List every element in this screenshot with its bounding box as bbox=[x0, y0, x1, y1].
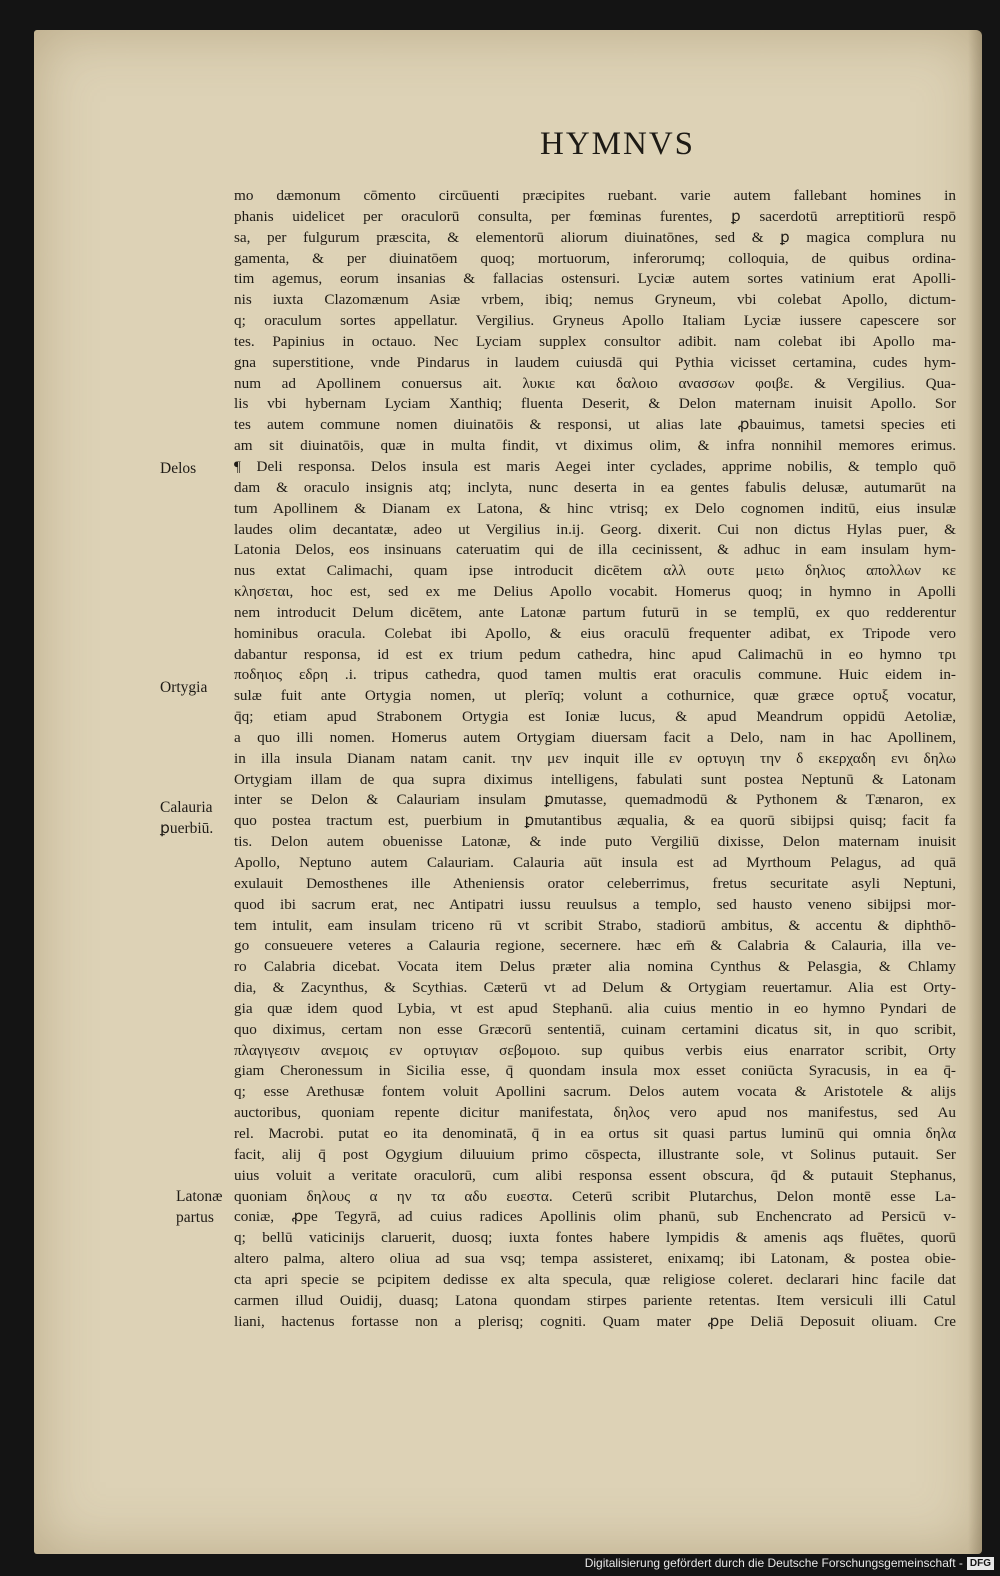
text-line: uius voluit a veritate oraculorū, cum alibi responsa essent obscura, q̄d & putauit Stephanus, bbox=[234, 1166, 956, 1184]
text-line: quod ibi sacrum erat, nec Antipatri iussu reuulsus a templo, sed hausto veneno sibijpsi mor- bbox=[234, 895, 956, 913]
page-edge-shadow bbox=[968, 30, 982, 1554]
text-line: κλησεται, hoc est, sed ex me Delius Apollo vocabit. Homerus quoq; in hymno in Apolli bbox=[234, 583, 956, 601]
text-line: giam Cheronessum in Sicilia esse, q̄ quondam insula mox esset coniūcta Syracusis, in ea q̄- bbox=[234, 1062, 956, 1080]
text-line: dam & oraculo insignis atq; inclyta, nunc deserta in ea gentes fabulis delusæ, autumarūt na bbox=[234, 478, 956, 496]
margin-note-line: Calauria bbox=[160, 799, 213, 816]
text-line: nem introducit Delum dicētem, ante Latonæ partum futurū in se templū, ex quo redderentur bbox=[234, 603, 956, 621]
text-line: auctoribus, quoniam repente dicitur manifestata, δηλος vero apud nos manifestus, sed Au bbox=[234, 1104, 956, 1122]
text-line: lis vbi hybernam Lyciam Xanthiq; fluenta Deserit, & Delon maternam inuisit Apollo. Sor bbox=[234, 395, 956, 413]
footer-credit: Digitalisierung gefördert durch die Deutsche Forschungsgemeinschaft - bbox=[584, 1556, 963, 1570]
margin-note-delos bbox=[160, 458, 235, 479]
text-line: q̄q; etiam apud Strabonem Ortygia est Ioniæ lucus, & apud Meandrum oppidū Aetoliæ, bbox=[234, 708, 956, 726]
running-head: HYMNVS bbox=[540, 126, 696, 162]
text-line: altero palma, altero oliua ad sua vsq; tempa assisteret, enixamq; ibi Latonam, & postea obie- bbox=[234, 1250, 956, 1268]
text-line: am sit diuinatōis, quæ in multa findit, vt diximus olim, & infra nonnihil memores erimus. bbox=[234, 437, 956, 455]
text-line: facit, alij q̄ post Ogygium diluuium primo cōspecta, illustrante sole, vt Solinus putauit. Ser bbox=[234, 1145, 956, 1163]
text-line: gna superstitione, vnde Pindarus in laudem cuiusdā qui Pythia vicisset certamina, cudes hym- bbox=[234, 353, 956, 371]
margin-note-line: Delos bbox=[160, 460, 197, 477]
text-line: q; bellū vaticinijs claruerit, duosq; iuxta fontes habere lympidis & amenis aqs fluētes, quorū bbox=[234, 1229, 956, 1247]
text-line: ποδηιος εδρη .i. tripus cathedra, quod tamen multis erat oraculis commune. Huic eidem in- bbox=[234, 666, 956, 684]
text-line: sa, per fulgurum præscita, & elementorū aliorum diuinatōnes, sed & ꝑ magica complura nu bbox=[234, 228, 956, 246]
margin-note-calauria bbox=[160, 797, 235, 839]
dfg-logo: DFG bbox=[967, 1557, 994, 1570]
text-line: dia, & Zacynthus, & Scythias. Cæterū vt ad Delum & Ortygiam reuertamur. Alia est Orty- bbox=[234, 979, 956, 997]
text-line: carmen illud Ouidij, duasq; Latona quondam stirpes pariente retentas. Item versiculi illi Catul bbox=[234, 1291, 956, 1309]
text-line: Apollo, Neptuno autem Calauriam. Calauria aūt insula est ad Myrthoum Pelagus, ad quā bbox=[234, 854, 956, 871]
text-line: πλαγιγεσιν ανεμοις εν ορτυγιαν σεβομοιο. sup quibus verbis eius enarrator scribit, Orty bbox=[234, 1041, 956, 1059]
text-line: a quo illi nomen. Homerus autem Ortygiam diuersam facit a Delo, nam in hac Apollinem, bbox=[234, 728, 956, 746]
text-line: quoniam δηλους α ην τα αδυ ευεστα. Ceterū scribit Plutarchus, Delon montē esse La- bbox=[234, 1187, 956, 1205]
text-line: phanis uidelicet per oraculorū consulta, per fœminas furentes, ꝑ sacerdotū arreptitiorū respō bbox=[234, 207, 956, 225]
text-line: gia quæ idem quod Lybia, vt est apud Stephanū. alia cuius mentio in eo hymno Pyndari de bbox=[234, 999, 956, 1017]
text-line: dabantur responsa, id est ex trium pedum cathedra, hinc apud Calimachū in eo hymno τρι bbox=[234, 645, 956, 663]
text-line: Ortygiam illam de qua supra diximus intelligens, fabulati sunt postea Neptunū & Latonam bbox=[234, 770, 956, 788]
margin-note-latonae-partus bbox=[176, 1186, 251, 1228]
text-line: in illa insula Dianam natam canit. την μεν inquit ille εν ορτυγιη την δ εκερχαδη ενι δηλω bbox=[234, 749, 956, 767]
text-line: rel. Macrobi. putat eo ita denominatā, q̄ in ea ortus sit quasi partus luminū qui omnia δηλα bbox=[234, 1124, 956, 1142]
main-text-block bbox=[234, 186, 956, 1332]
text-line: tem intulit, eam insulam triceno rū vt scribit Strabo, stadiorū ambitus, & accentu & diphthō- bbox=[234, 916, 956, 934]
text-line: go consueuere veteres a Calauria regione, secernere. hæc em̄ & Calabria & Calauria, illa ve- bbox=[234, 937, 956, 955]
digitization-footer bbox=[585, 1554, 994, 1572]
margin-note-line: ꝑuerbiū. bbox=[160, 820, 214, 837]
text-line: hominibus oracula. Colebat ibi Apollo, & eius oraculū frequenter adibat, ex Tripode vero bbox=[234, 624, 956, 642]
text-line: q; oraculum sortes appellatur. Vergilius. Gryneus Apollo Italiam Lyciæ iussere capescere sor bbox=[234, 312, 956, 330]
margin-note-line: Ortygia bbox=[160, 679, 208, 696]
text-line: mo dæmonum cōmento circūuenti præcipites ruebant. varie autem fallebant homines in bbox=[234, 187, 956, 204]
text-line: tum Apollinem & Dianam ex Latona, & hinc vtrisq; ex Delo cognomen inditū, eius insulæ bbox=[234, 499, 956, 517]
text-line: tes autem commune nomen diuinatōis & responsi, ut alias late ꝓbauimus, tametsi species eti bbox=[234, 416, 956, 434]
text-line: tim agemus, eorum insanias & fallacias ostensuri. Lyciæ autem sortes vatinium erat Apolli- bbox=[234, 270, 956, 288]
text-line: nis iuxta Clazomænum Asiæ vrbem, ibiq; nemus Gryneum, vbi colebat Apollo, dictum- bbox=[234, 291, 956, 309]
text-line: num ad Apollinem conuersus ait. λυκιε και δαλοιο ανασσων φοιβε. & Vergilius. Qua- bbox=[234, 374, 956, 392]
text-line: cta apri specie se pcipitem dedisse ex alta specula, quæ religiose coleret. declarari hinc facile dat bbox=[234, 1270, 956, 1288]
text-line: Latonia Delos, eos insinuans cateruatim qui de illa cecinissent, & adhuc in eam insulam hym- bbox=[234, 541, 956, 559]
text-line: coniæ, ꝓpe Tegyrā, ad cuius radices Apollinis olim phanū, sub Enchencrato ad Persicū v- bbox=[234, 1208, 956, 1226]
text-line: ro Calabria dicebat. Vocata item Delus præter alia nomina Cynthus & Pelasgia, & Chlamy bbox=[234, 958, 956, 976]
text-line: exulauit Demosthenes ille Atheniensis orator celeberrimus, fretus securitate asyli Neptuni, bbox=[234, 874, 956, 892]
text-line: tis. Delon autem obuenisse Latonæ, & inde puto Vergiliū dixisse, Delon maternam inuisit bbox=[234, 833, 956, 851]
text-line: inter se Delon & Calauriam insulam ꝑmutasse, quemadmodū & Pythonem & Tænaron, ex bbox=[234, 791, 956, 809]
text-line: q; esse Arethusæ fontem voluit Apollini sacrum. Delos autem vocata & Aristotele & alijs bbox=[234, 1083, 956, 1101]
text-line: quo diximus, certam non esse Græcorū sententiā, cuinam certamini dicatus sit, in quo scribit, bbox=[234, 1020, 956, 1038]
margin-note-line: partus bbox=[176, 1209, 214, 1226]
text-line: ¶ Deli responsa. Delos insula est maris Aegei inter cyclades, apprime nobilis, & templo quō bbox=[234, 457, 956, 475]
text-line: tes. Papinius in octauo. Nec Lyciam supplex consultor adibit. nam colebat ibi Apollo ma- bbox=[234, 332, 956, 350]
text-line: nus extat Calimachi, quam ipse introducit dicētem αλλ ουτε μειω δηλιος απολλων κε bbox=[234, 562, 956, 580]
margin-note-line: Latonæ bbox=[176, 1188, 223, 1205]
margin-note-ortygia bbox=[160, 677, 235, 698]
text-line: laudes olim decantatæ, adeo ut Vergilius in.ij. Georg. dixerit. Cui non dictus Hylas puer, & bbox=[234, 520, 956, 538]
text-line: quo postea tractum est, puerbium in ꝑmutantibus æqualia, & ea quorū sibijpsi quisq; facit fa bbox=[234, 812, 956, 830]
text-line: liani, hactenus fortasse non a plerisq; cogniti. Quam mater ꝓpe Deliā Deposuit oliuam. Cre bbox=[234, 1312, 956, 1330]
text-line: gamenta, & per diuinatōem quoq; mortuorum, inferorumq; colloquia, de quibus ordina- bbox=[234, 249, 956, 267]
text-line: sulæ fuit ante Ortygia nomen, ut plerīq; volunt a cothurnice, quæ græce ορτυξ vocatur, bbox=[234, 687, 956, 705]
